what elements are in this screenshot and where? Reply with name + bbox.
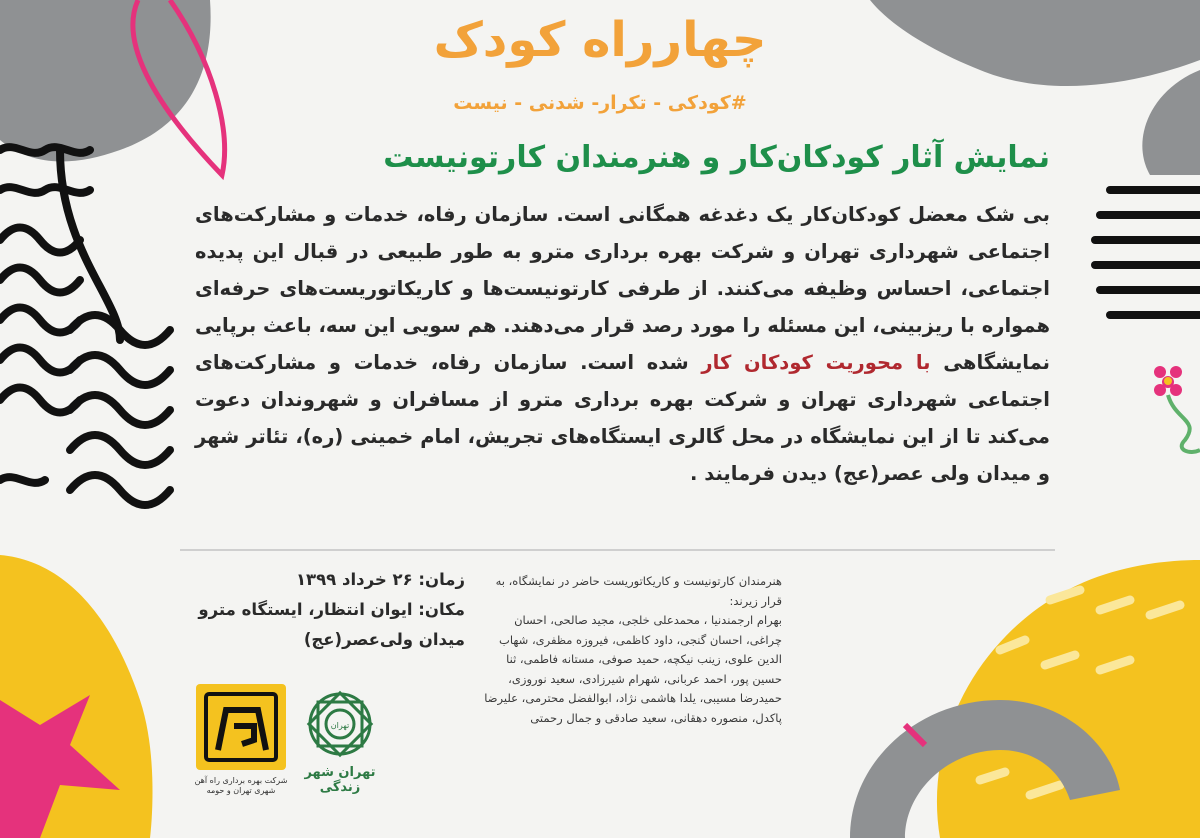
artists-list bbox=[480, 572, 782, 728]
metro-logo-caption: شرکت بهره برداری راه آهن شهری تهران و حومه bbox=[194, 776, 288, 795]
poster-body-text bbox=[195, 196, 1050, 492]
section-divider bbox=[180, 549, 1055, 551]
yellow-arc-bottom-right bbox=[937, 560, 1200, 838]
artists-intro: هنرمندان کارتونیست و کاریکاتوریست حاضر در نمایشگاه، به قرار زیرند: bbox=[495, 574, 782, 608]
event-time: زمان: ۲۶ خرداد ۱۳۹۹ bbox=[295, 570, 465, 589]
body-text-highlight: با محوریت کودکان کار bbox=[701, 351, 931, 374]
event-place-station: میدان ولی‌عصر(عج) bbox=[303, 630, 465, 649]
artists-names: بهرام ارجمندنیا ، محمدعلی خلجی، مجید صالحی، احسان چراغی، احسان گنجی، داود کاظمی، فیروزه مظفری، شهاب الدین علوی، زینب نیکچه، حمید صوفی، مستانه فاطمی، ثنا حسین پور، احمد عربانی، شهرام شیرزادی، سعید نوروزی، حمیدرضا مسیبی، یلدا هاشمی نژاد، ابوالفضل محترمی، علیرضا پاکدل، منصوره دهقانی، سعید صادقی و جمال رحمتی bbox=[484, 613, 782, 725]
black-stripes-right bbox=[1095, 190, 1200, 315]
body-text-part-2: شده است. سازمان رفاه، خدمات و مشارکت‌های اجتماعی شهرداری تهران و شرکت بهره برداری مترو از مسافران و شهروندان دعوت می‌کند تا از این نمایشگاه در محل گالری ایستگاه‌های تجریش، امام خمینی (ره)، تئاتر شهر و میدان ولی عصر(عج) دیدن فرمایند . bbox=[195, 351, 1050, 485]
poster-headline: نمایش آثار کودکان‌کار و هنرمندان کارتونیست bbox=[383, 140, 1050, 175]
poster-title: چهارراه کودک bbox=[433, 12, 767, 68]
gray-blob-top-right bbox=[870, 0, 1200, 86]
black-squiggles-left bbox=[0, 147, 170, 505]
metro-logo bbox=[196, 684, 286, 770]
event-place: مکان: ایوان انتظار، ایستگاه مترو bbox=[198, 600, 465, 619]
gray-blob-top-left bbox=[0, 0, 211, 161]
body-text-part-1: بی شک معضل کودکان‌کار یک دغدغه همگانی است. سازمان رفاه، خدمات و مشارکت‌های اجتماعی شهرداری تهران و شرکت بهره برداری مترو به طور طبیعی در قبال این پدیده اجتماعی، احساس وظیفه می‌کنند. از طرفی کارتونیست‌ها و کاریکاتوریست‌های حرفه‌ای همواره با ریزبینی، این مسئله را مورد رصد قرار می‌دهند. هم سویی این سه، باعث برپایی نمایشگاهی bbox=[195, 203, 1050, 374]
metro-logo-icon bbox=[196, 684, 286, 770]
tehran-city-caption: تهران شهر زندگی bbox=[304, 765, 376, 795]
event-info bbox=[185, 565, 465, 655]
seal-text: تهران bbox=[330, 721, 350, 730]
pink-flower-right bbox=[1154, 366, 1200, 452]
poster-hashtag: #کودکی - تکرار- شدنی - نیست bbox=[453, 92, 747, 114]
gray-crescent-right bbox=[1142, 70, 1200, 175]
tehran-city-seal-icon bbox=[300, 684, 380, 764]
